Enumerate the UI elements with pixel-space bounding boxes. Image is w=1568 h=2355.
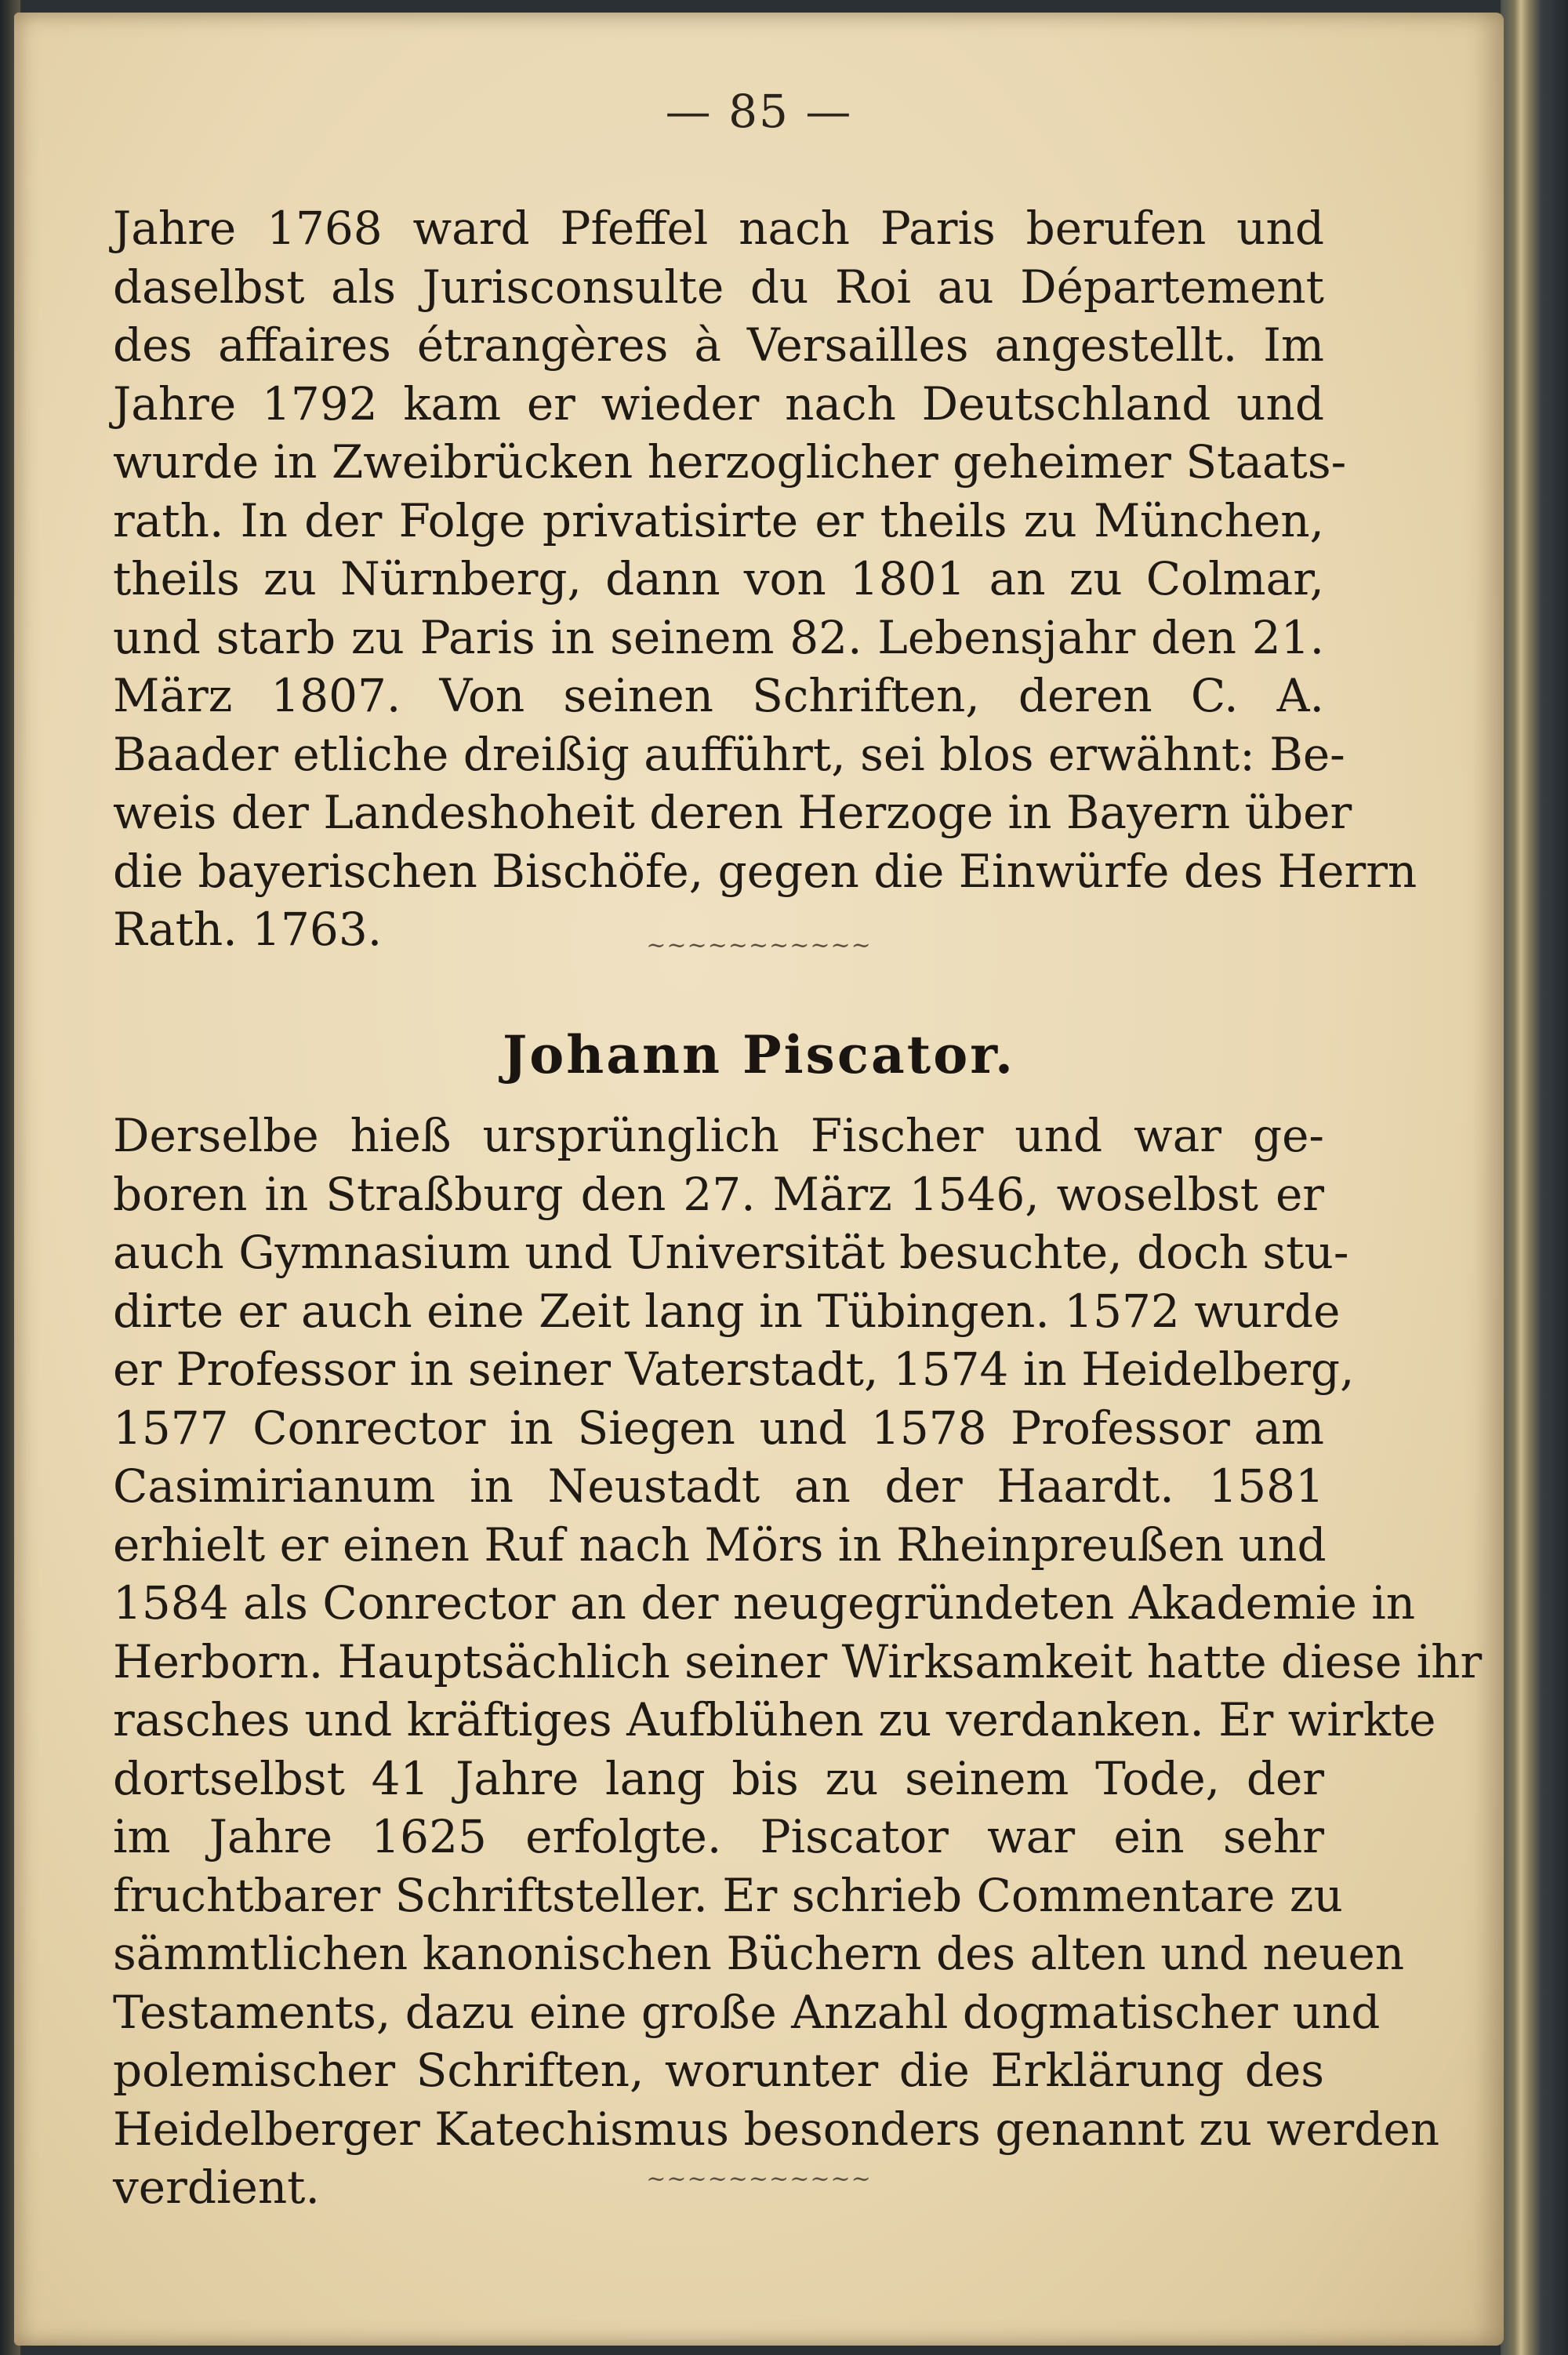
text-line: polemischer Schriften, worunter die Erklärung des xyxy=(113,2044,1324,2097)
text-line: daselbst als Jurisconsulte du Roi au Département xyxy=(113,260,1324,314)
page-number: — 85 — xyxy=(665,85,853,138)
text-line: die bayerischen Bischöfe, gegen die Einwürfe des Herrn xyxy=(113,844,1417,898)
ornament-divider: ~~~~~~~~~~~ xyxy=(646,932,872,959)
text-line: Casimirianum in Neustadt an der Haardt. 1581 xyxy=(113,1459,1324,1513)
text-line: rath. In der Folge privatisirte er theils zu München, xyxy=(113,493,1324,547)
text-line: sämmtlichen kanonischen Büchern des alten und neuen xyxy=(113,1927,1405,1980)
text-line: auch Gymnasium und Universität besuchte, doch stu- xyxy=(113,1226,1349,1279)
book-edge xyxy=(1501,0,1568,2355)
text-line: des affaires étrangères à Versailles angestellt. Im xyxy=(113,318,1324,372)
text-line: und starb zu Paris in seinem 82. Lebensjahr den 21. xyxy=(113,610,1324,664)
text-line: März 1807. Von seinen Schriften, deren C. A. xyxy=(113,669,1324,722)
text-line: erhielt er einen Ruf nach Mörs in Rheinpreußen und xyxy=(113,1517,1327,1572)
text-line: weis der Landeshoheit deren Herzoge in Bayern über xyxy=(113,786,1352,839)
text-line: Testaments, dazu eine große Anzahl dogmatischer und xyxy=(113,1985,1381,2039)
text-line: er Professor in seiner Vaterstadt, 1574 in Heidelberg, xyxy=(113,1343,1355,1396)
paragraph-pfeffel xyxy=(113,199,1417,959)
text-line: fruchtbarer Schriftsteller. Er schrieb Commentare zu xyxy=(113,1868,1343,1922)
text-line: Baader etliche dreißig aufführt, sei blos erwähnt: Be- xyxy=(113,727,1345,781)
text-line: Herborn. Hauptsächlich seiner Wirksamkeit hatte diese ihr xyxy=(113,1634,1483,1688)
paragraph-piscator xyxy=(113,1107,1483,2217)
text-line: rasches und kräftiges Aufblühen zu verdanken. Er wirkte xyxy=(113,1693,1436,1746)
text-line: theils zu Nürnberg, dann von 1801 an zu Colmar, xyxy=(113,552,1324,605)
ornament-divider-bottom: ~~~~~~~~~~~ xyxy=(646,2165,872,2193)
text-line: wurde in Zweibrücken herzoglicher geheimer Staats- xyxy=(113,435,1347,489)
text-line: Rath. 1763. xyxy=(113,903,383,956)
text-line: Jahre 1768 ward Pfeffel nach Paris berufen und xyxy=(113,202,1324,255)
text-line: boren in Straßburg den 27. März 1546, woselbst er xyxy=(113,1167,1324,1221)
text-line: dirte er auch eine Zeit lang in Tübingen. 1572 wurde xyxy=(113,1284,1341,1338)
text-line: 1577 Conrector in Siegen und 1578 Professor am xyxy=(113,1401,1324,1455)
text-line: Heidelberger Katechismus besonders genannt zu werden xyxy=(113,2102,1440,2156)
text-line: verdient. xyxy=(113,2161,320,2214)
book-page xyxy=(14,13,1504,2346)
text-line: dortselbst 41 Jahre lang bis zu seinem Tode, der xyxy=(113,1751,1324,1805)
section-heading: Johann Piscator. xyxy=(503,1024,1015,1085)
text-line: Derselbe hieß ursprünglich Fischer und war ge- xyxy=(113,1109,1324,1162)
text-line: 1584 als Conrector an der neugegründeten Akademie in xyxy=(113,1576,1416,1630)
text-line: im Jahre 1625 erfolgte. Piscator war ein sehr xyxy=(113,1810,1324,1863)
text-line: Jahre 1792 kam er wieder nach Deutschland und xyxy=(113,376,1324,431)
